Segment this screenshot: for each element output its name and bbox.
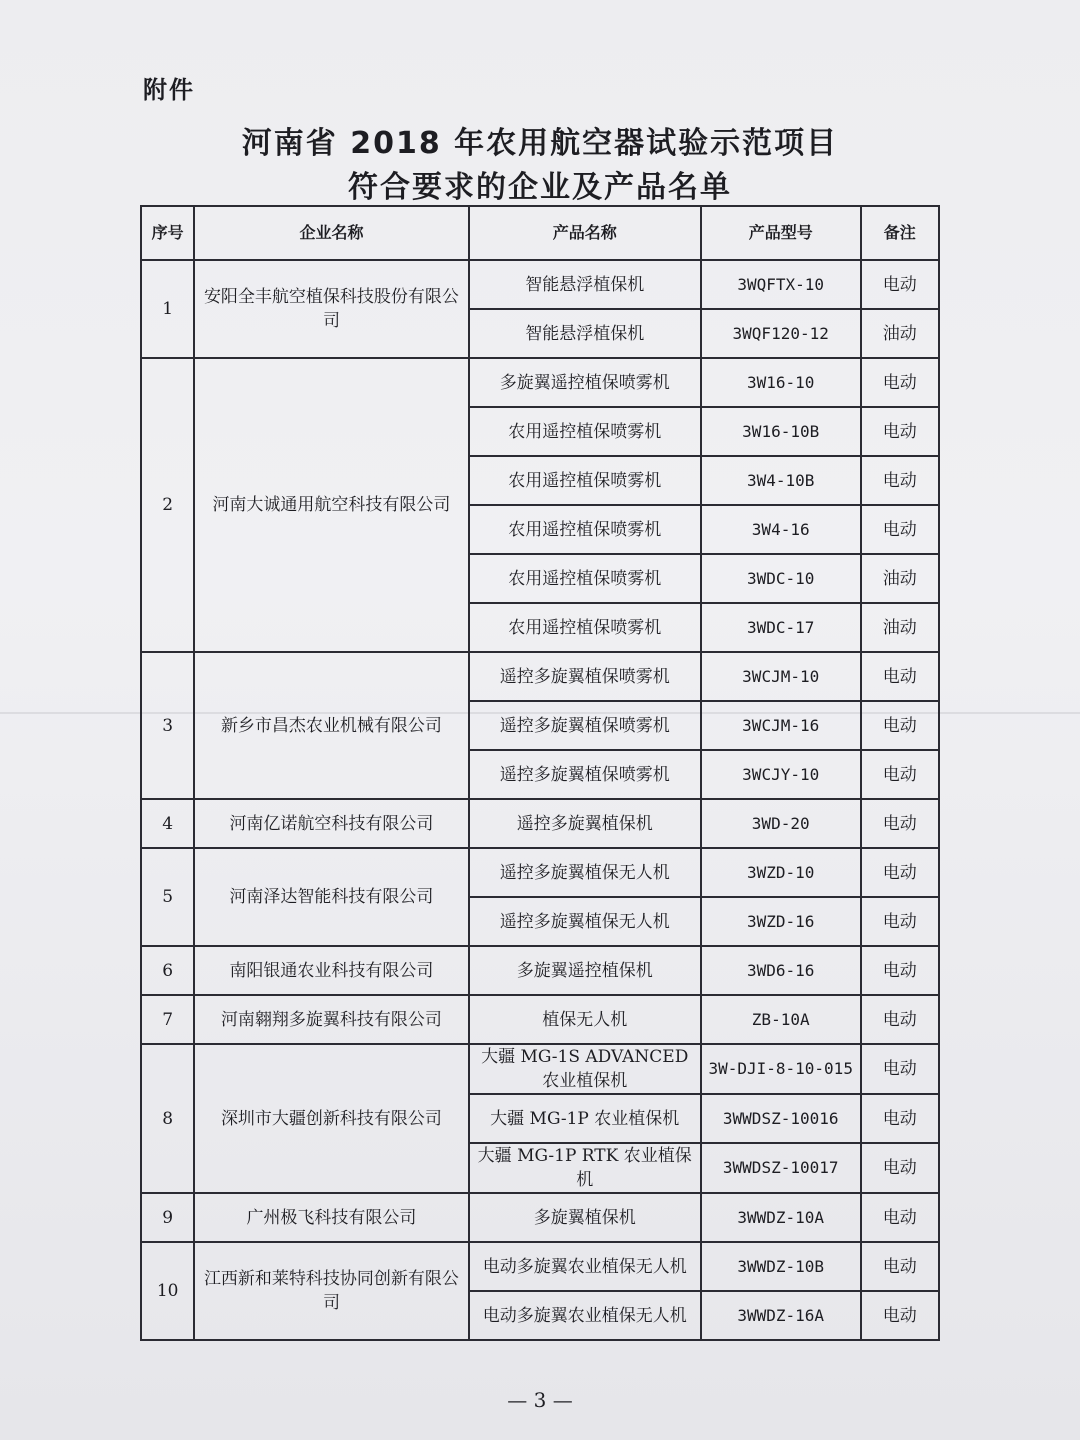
cell-model: 3WCJY-10 [701, 750, 861, 799]
cell-product: 植保无人机 [469, 995, 701, 1044]
cell-no: 6 [141, 946, 194, 995]
table-row [141, 260, 939, 309]
table-row [141, 358, 939, 407]
cell-remark: 电动 [861, 407, 939, 456]
cell-product: 遥控多旋翼植保机 [469, 799, 701, 848]
cell-no: 9 [141, 1193, 194, 1242]
table-row [141, 848, 939, 897]
cell-model: 3WWDSZ-10017 [701, 1143, 861, 1193]
cell-model: 3WCJM-16 [701, 701, 861, 750]
cell-remark: 油动 [861, 554, 939, 603]
header-no: 序号 [141, 206, 194, 260]
cell-model: 3WD6-16 [701, 946, 861, 995]
cell-remark: 电动 [861, 1193, 939, 1242]
table-row [141, 799, 939, 848]
cell-remark: 电动 [861, 358, 939, 407]
cell-no: 8 [141, 1044, 194, 1193]
table-row [141, 1193, 939, 1242]
cell-remark: 电动 [861, 946, 939, 995]
cell-model: 3W16-10 [701, 358, 861, 407]
cell-product: 遥控多旋翼植保无人机 [469, 848, 701, 897]
cell-no: 10 [141, 1242, 194, 1340]
cell-remark: 电动 [861, 456, 939, 505]
cell-model: 3WDC-10 [701, 554, 861, 603]
cell-company: 河南大诚通用航空科技有限公司 [194, 358, 468, 652]
cell-company: 广州极飞科技有限公司 [194, 1193, 468, 1242]
cell-product: 多旋翼植保机 [469, 1193, 701, 1242]
cell-remark: 电动 [861, 652, 939, 701]
title-line-2: 符合要求的企业及产品名单 [348, 170, 732, 205]
cell-model: 3W-DJI-8-10-015 [701, 1044, 861, 1094]
cell-product: 电动多旋翼农业植保无人机 [469, 1242, 701, 1291]
cell-product: 遥控多旋翼植保喷雾机 [469, 652, 701, 701]
cell-product: 大疆 MG-1P RTK 农业植保机 [469, 1143, 701, 1193]
cell-no: 4 [141, 799, 194, 848]
cell-model: 3WCJM-10 [701, 652, 861, 701]
cell-no: 1 [141, 260, 194, 358]
cell-model: 3WQFTX-10 [701, 260, 861, 309]
cell-company: 河南亿诺航空科技有限公司 [194, 799, 468, 848]
cell-product: 电动多旋翼农业植保无人机 [469, 1291, 701, 1340]
cell-model: 3WWDZ-10B [701, 1242, 861, 1291]
cell-product: 遥控多旋翼植保喷雾机 [469, 701, 701, 750]
cell-no: 3 [141, 652, 194, 799]
cell-model: 3WWDSZ-10016 [701, 1094, 861, 1143]
header-company: 企业名称 [194, 206, 468, 260]
cell-remark: 电动 [861, 1094, 939, 1143]
attachment-label: 附件 [143, 76, 195, 104]
enterprise-product-table [140, 205, 940, 1341]
cell-remark: 电动 [861, 1044, 939, 1094]
cell-remark: 电动 [861, 1143, 939, 1193]
cell-remark: 油动 [861, 603, 939, 652]
cell-no: 5 [141, 848, 194, 946]
cell-company: 安阳全丰航空植保科技股份有限公司 [194, 260, 468, 358]
table-row [141, 1242, 939, 1291]
cell-product: 大疆 MG-1S ADVANCED 农业植保机 [469, 1044, 701, 1094]
cell-remark: 电动 [861, 1291, 939, 1340]
header-product-model: 产品型号 [701, 206, 861, 260]
cell-product: 大疆 MG-1P 农业植保机 [469, 1094, 701, 1143]
table-row [141, 652, 939, 701]
cell-model: ZB-10A [701, 995, 861, 1044]
cell-model: 3WWDZ-16A [701, 1291, 861, 1340]
header-remark: 备注 [861, 206, 939, 260]
cell-remark: 电动 [861, 505, 939, 554]
cell-product: 遥控多旋翼植保喷雾机 [469, 750, 701, 799]
cell-model: 3W16-10B [701, 407, 861, 456]
cell-product: 农用遥控植保喷雾机 [469, 505, 701, 554]
table-row [141, 946, 939, 995]
cell-remark: 油动 [861, 309, 939, 358]
cell-product: 农用遥控植保喷雾机 [469, 603, 701, 652]
cell-company: 江西新和莱特科技协同创新有限公司 [194, 1242, 468, 1340]
table-row [141, 1044, 939, 1094]
table-header-row [141, 206, 939, 260]
cell-no: 7 [141, 995, 194, 1044]
cell-product: 多旋翼遥控植保机 [469, 946, 701, 995]
cell-no: 2 [141, 358, 194, 652]
cell-model: 3WD-20 [701, 799, 861, 848]
cell-product: 农用遥控植保喷雾机 [469, 554, 701, 603]
cell-remark: 电动 [861, 799, 939, 848]
cell-remark: 电动 [861, 848, 939, 897]
cell-remark: 电动 [861, 260, 939, 309]
cell-product: 智能悬浮植保机 [469, 309, 701, 358]
cell-remark: 电动 [861, 897, 939, 946]
title-line-1: 河南省 2018 年农用航空器试验示范项目 [241, 126, 839, 161]
page-number: — 3 — [507, 1388, 573, 1412]
header-product-name: 产品名称 [469, 206, 701, 260]
cell-company: 河南翱翔多旋翼科技有限公司 [194, 995, 468, 1044]
cell-company: 深圳市大疆创新科技有限公司 [194, 1044, 468, 1193]
cell-company: 南阳银通农业科技有限公司 [194, 946, 468, 995]
cell-product: 遥控多旋翼植保无人机 [469, 897, 701, 946]
cell-model: 3WZD-16 [701, 897, 861, 946]
cell-product: 多旋翼遥控植保喷雾机 [469, 358, 701, 407]
cell-model: 3W4-16 [701, 505, 861, 554]
cell-remark: 电动 [861, 750, 939, 799]
cell-remark: 电动 [861, 1242, 939, 1291]
cell-company: 河南泽达智能科技有限公司 [194, 848, 468, 946]
cell-product: 农用遥控植保喷雾机 [469, 456, 701, 505]
cell-remark: 电动 [861, 995, 939, 1044]
cell-product: 农用遥控植保喷雾机 [469, 407, 701, 456]
cell-model: 3W4-10B [701, 456, 861, 505]
cell-model: 3WDC-17 [701, 603, 861, 652]
cell-model: 3WWDZ-10A [701, 1193, 861, 1242]
cell-model: 3WQF120-12 [701, 309, 861, 358]
cell-company: 新乡市昌杰农业机械有限公司 [194, 652, 468, 799]
cell-model: 3WZD-10 [701, 848, 861, 897]
cell-remark: 电动 [861, 701, 939, 750]
cell-product: 智能悬浮植保机 [469, 260, 701, 309]
table-row [141, 995, 939, 1044]
